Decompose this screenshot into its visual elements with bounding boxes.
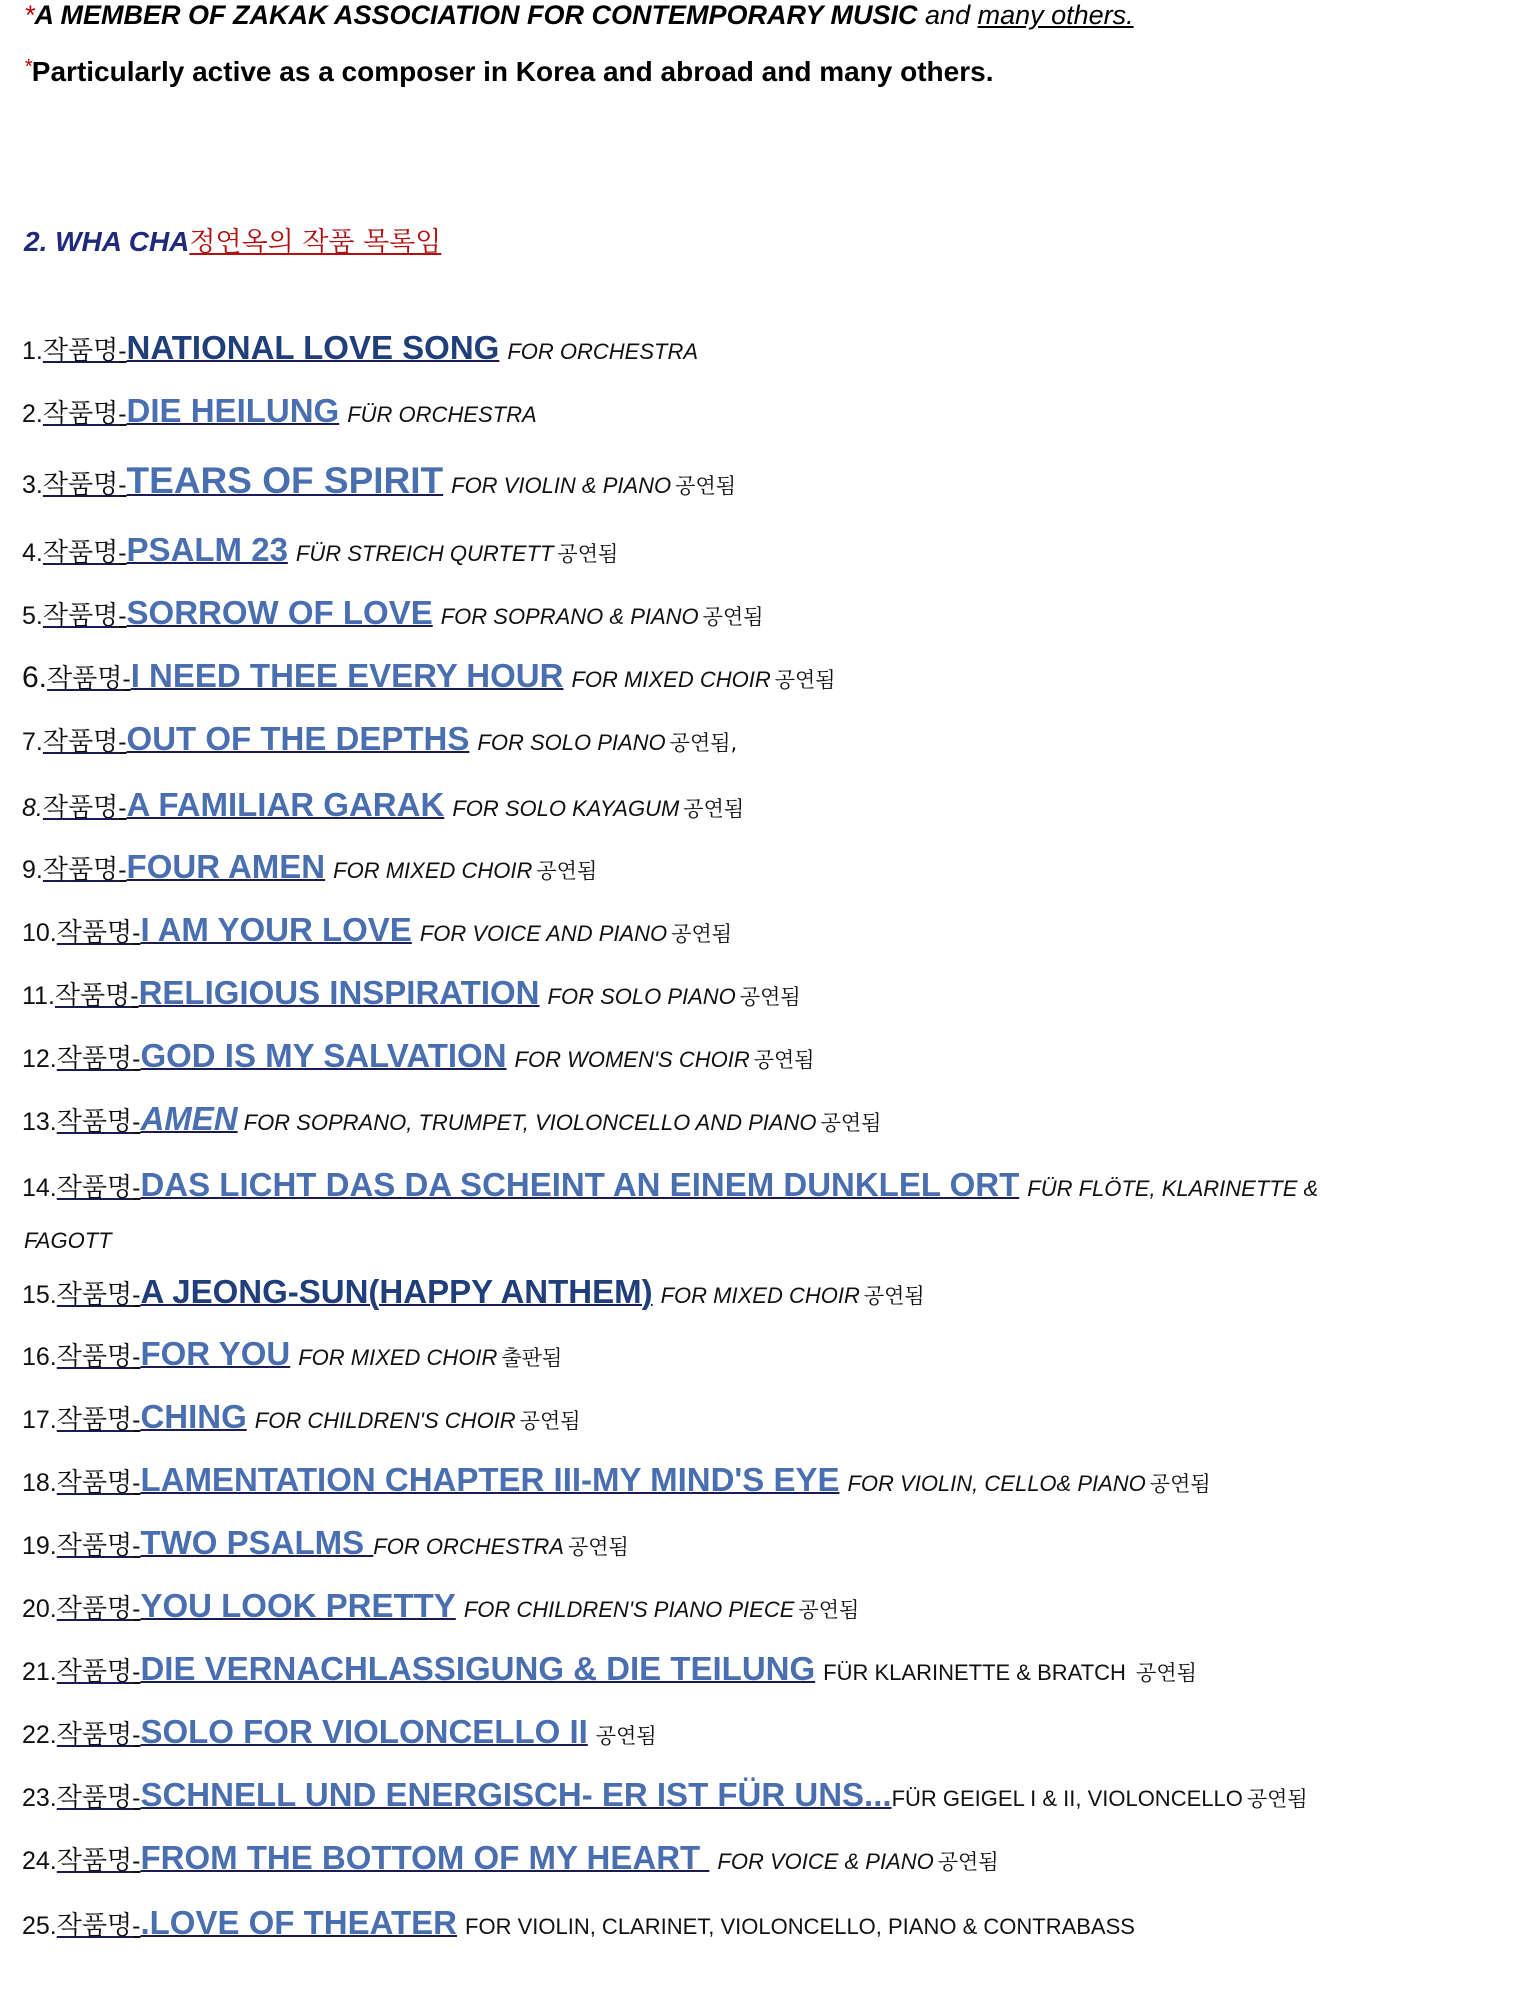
- work-item: 18.작품명-LAMENTATION CHAPTER III-MY MIND'S EYE FOR VIOLIN, CELLO& PIANO 공연됨: [22, 1461, 1211, 1498]
- work-number: 18.: [22, 1469, 57, 1497]
- work-status: 공연됨: [753, 1048, 815, 1072]
- work-number: 17.: [22, 1406, 57, 1434]
- section-heading-ko: 정연옥의 작품 목록임: [189, 227, 442, 258]
- work-number: 23.: [22, 1784, 57, 1812]
- work-status: 공연됨: [702, 605, 764, 629]
- work-item: 9.작품명-FOUR AMEN FOR MIXED CHOIR 공연됨: [22, 848, 598, 885]
- work-number: 24.: [22, 1847, 57, 1875]
- work-title[interactable]: FOUR AMEN: [126, 848, 326, 885]
- work-status: 공연됨: [683, 797, 745, 821]
- work-label: 작품명: [56, 1107, 133, 1137]
- work-number: 19.: [22, 1532, 57, 1560]
- work-status: 공연됨: [774, 668, 836, 692]
- work-status: 공연됨: [671, 922, 733, 946]
- work-item: 6.작품명-I NEED THEE EVERY HOUR FOR MIXED CHOIR 공연됨: [22, 657, 836, 694]
- work-item: 23.작품명-SCHNELL UND ENERGISCH- ER IST FÜR UNS...FÜR GEIGEL I & II, VIOLONCELLO 공연됨: [22, 1776, 1308, 1813]
- work-label: 작품명: [42, 855, 119, 885]
- work-title[interactable]: LAMENTATION CHAPTER III-MY MIND'S EYE: [140, 1461, 840, 1498]
- work-instrumentation: FOR SOLO PIANO: [547, 984, 736, 1009]
- work-label: 작품명: [47, 664, 123, 694]
- section-heading-en: 2. WHA CHA: [24, 226, 190, 257]
- work-item: 12.작품명-GOD IS MY SALVATION FOR WOMEN'S CHOIR 공연됨: [22, 1037, 815, 1074]
- work-item: 25.작품명-.LOVE OF THEATER FOR VIOLIN, CLARINET, VIOLONCELLO, PIANO & CONTRABASS: [22, 1904, 1135, 1941]
- work-label: 작품명: [54, 981, 131, 1011]
- work-instrumentation: FOR ORCHESTRA: [373, 1534, 564, 1559]
- work-number: 10.: [22, 919, 57, 947]
- work-instrumentation: FOR VOICE & PIANO: [717, 1849, 934, 1874]
- asterisk: *: [24, 56, 32, 78]
- work-item: 3.작품명-TEARS OF SPIRIT FOR VIOLIN & PIANO 공연됨: [22, 460, 737, 501]
- work-title[interactable]: A FAMILIAR GARAK: [126, 786, 445, 823]
- work-label: 작품명: [56, 1657, 133, 1687]
- work-title[interactable]: SOLO FOR VIOLONCELLO II: [140, 1713, 588, 1750]
- work-instrumentation: FOR VIOLIN & PIANO: [451, 473, 672, 498]
- work-item: 10.작품명-I AM YOUR LOVE FOR VOICE AND PIANO 공연됨: [22, 911, 733, 948]
- work-number: 1.: [22, 337, 43, 365]
- work-instrumentation: FÜR KLARINETTE & BRATCH: [823, 1660, 1133, 1685]
- work-label: 작품명: [42, 470, 119, 500]
- work-title[interactable]: OUT OF THE DEPTHS: [126, 720, 470, 757]
- work-instrumentation: FOR MIXED CHOIR: [660, 1283, 860, 1308]
- work-item: 15.작품명-A JEONG-SUN(HAPPY ANTHEM) FOR MIXED CHOIR 공연됨: [22, 1273, 925, 1310]
- work-instrumentation: FÜR ORCHESTRA: [347, 402, 537, 427]
- work-title[interactable]: DIE VERNACHLASSIGUNG & DIE TEILUNG: [140, 1650, 816, 1687]
- work-number: 22.: [22, 1721, 57, 1749]
- work-number: 2.: [22, 400, 43, 428]
- work-title[interactable]: .LOVE OF THEATER: [140, 1904, 458, 1941]
- work-title[interactable]: DIE HEILUNG: [126, 392, 340, 429]
- work-number: 14.: [22, 1174, 57, 1202]
- work-instrumentation: FOR MIXED CHOIR: [298, 1345, 498, 1370]
- work-instrumentation: FOR MIXED CHOIR: [571, 667, 771, 692]
- work-number: 4.: [22, 539, 43, 567]
- work-item: 20.작품명-YOU LOOK PRETTY FOR CHILDREN'S PIANO PIECE 공연됨: [22, 1587, 860, 1624]
- work-instrumentation: FOR CHILDREN'S PIANO PIECE: [463, 1597, 795, 1622]
- work-number: 13.: [22, 1108, 57, 1136]
- work-title[interactable]: TEARS OF SPIRIT: [126, 460, 444, 501]
- work-label: 작품명: [42, 727, 119, 757]
- work-instrumentation: FÜR GEIGEL I & II, VIOLONCELLO: [891, 1786, 1243, 1811]
- work-label: 작품명: [56, 1846, 133, 1876]
- association-text: A MEMBER OF ZAKAK ASSOCIATION FOR CONTEMPORARY MUSIC: [34, 0, 918, 30]
- work-item: 17.작품명-CHING FOR CHILDREN'S CHOIR 공연됨: [22, 1398, 581, 1435]
- work-number: 9.: [22, 856, 43, 884]
- work-status: 공연됨: [519, 1409, 581, 1433]
- work-status: 공연됨: [567, 1535, 629, 1559]
- work-title[interactable]: CHING: [140, 1398, 247, 1435]
- work-number: 12.: [22, 1045, 57, 1073]
- work-status: 공연됨: [675, 474, 737, 498]
- work-label: 작품명: [42, 601, 119, 631]
- work-label: 작품명: [56, 1468, 133, 1498]
- work-label: 작품명: [42, 399, 119, 429]
- work-label: 작품명: [56, 1720, 133, 1750]
- work-item: 2.작품명-DIE HEILUNG FÜR ORCHESTRA: [22, 392, 537, 429]
- and-text: and: [917, 0, 978, 30]
- work-title[interactable]: GOD IS MY SALVATION: [140, 1037, 507, 1074]
- work-item: 14.작품명-DAS LICHT DAS DA SCHEINT AN EINEM DUNKLEL ORT FÜR FLÖTE, KLARINETTE &: [22, 1166, 1319, 1203]
- work-instrumentation: FOR ORCHESTRA: [507, 339, 699, 364]
- work-instrumentation: FOR WOMEN'S CHOIR: [514, 1047, 750, 1072]
- work-item: 24.작품명-FROM THE BOTTOM OF MY HEART FOR VOICE & PIANO 공연됨: [22, 1839, 999, 1876]
- work-title[interactable]: NATIONAL LOVE SONG: [126, 329, 500, 366]
- work-instrumentation: FOR VOICE AND PIANO: [419, 921, 668, 946]
- work-instrumentation: FÜR STREICH QURTETT: [295, 541, 554, 566]
- work-instrumentation: FOR VIOLIN, CELLO& PIANO: [847, 1471, 1146, 1496]
- work-status: 공연됨: [1136, 1661, 1197, 1685]
- work-status: 공연됨: [1149, 1472, 1211, 1496]
- work-item: 8.작품명-A FAMILIAR GARAK FOR SOLO KAYAGUM 공연됨: [22, 786, 745, 823]
- work-status: 공연됨: [557, 542, 619, 566]
- work-number: 5.: [22, 602, 43, 630]
- work-instrumentation: FOR SOLO PIANO: [477, 730, 666, 755]
- work-instrumentation: FOR VIOLIN, CLARINET, VIOLONCELLO, PIANO & CONTRABASS: [465, 1914, 1135, 1939]
- work-label: 작품명: [42, 336, 119, 366]
- work-number: 15.: [22, 1281, 57, 1309]
- asterisk: *: [24, 0, 35, 30]
- work-item: 19.작품명-TWO PSALMS FOR ORCHESTRA 공연됨: [22, 1524, 629, 1561]
- intro-line-1: [24, 0, 1134, 31]
- work-number: 11.: [22, 982, 55, 1010]
- work-title[interactable]: FOR YOU: [140, 1335, 291, 1372]
- work-item: 13.작품명-AMEN FOR SOPRANO, TRUMPET, VIOLONCELLO AND PIANO 공연됨: [22, 1100, 882, 1137]
- work-title[interactable]: YOU LOOK PRETTY: [140, 1587, 456, 1624]
- work-status: 공연됨: [536, 859, 598, 883]
- work-label: 작품명: [56, 1594, 133, 1624]
- work-instrumentation: FÜR FLÖTE, KLARINETTE &: [1027, 1176, 1319, 1201]
- work-label: 작품명: [56, 1342, 133, 1372]
- work-title[interactable]: FROM THE BOTTOM OF MY HEART: [140, 1839, 710, 1876]
- work-title[interactable]: TWO PSALMS: [140, 1524, 374, 1561]
- work-instrumentation: FOR SOPRANO & PIANO: [440, 604, 699, 629]
- work-label: 작품명: [56, 1280, 133, 1310]
- work-label: 작품명: [56, 1911, 133, 1941]
- work-item: 11.작품명-RELIGIOUS INSPIRATION FOR SOLO PIANO 공연됨: [22, 974, 801, 1011]
- work-label: 작품명: [42, 538, 119, 568]
- work-label: 작품명: [56, 1173, 133, 1203]
- work-status: 공연됨,: [669, 731, 738, 755]
- work-label: 작품명: [42, 793, 119, 823]
- work-status: 공연됨: [1246, 1787, 1308, 1811]
- work-instrumentation: FOR CHILDREN'S CHOIR: [254, 1408, 516, 1433]
- work-status: 공연됨: [820, 1111, 882, 1135]
- work-number: 21.: [22, 1658, 57, 1686]
- work-item: 22.작품명-SOLO FOR VIOLONCELLO II 공연됨: [22, 1713, 657, 1750]
- work-number: 8.: [22, 794, 43, 822]
- work-instrumentation: FOR SOLO KAYAGUM: [452, 796, 680, 821]
- work-label: 작품명: [56, 1044, 133, 1074]
- work-title[interactable]: DAS LICHT DAS DA SCHEINT AN EINEM DUNKLEL ORT: [140, 1166, 1020, 1203]
- work-number: 7.: [22, 728, 43, 756]
- work-title[interactable]: RELIGIOUS INSPIRATION: [138, 974, 540, 1011]
- work-number: 16.: [22, 1343, 57, 1371]
- work-item: 5.작품명-SORROW OF LOVE FOR SOPRANO & PIANO 공연됨: [22, 594, 764, 631]
- work-item: 16.작품명-FOR YOU FOR MIXED CHOIR 출판됨: [22, 1335, 563, 1372]
- work-label: 작품명: [56, 1783, 133, 1813]
- work-item: 7.작품명-OUT OF THE DEPTHS FOR SOLO PIANO 공연됨,: [22, 720, 738, 757]
- work-instrumentation: FOR MIXED CHOIR: [333, 858, 533, 883]
- many-others-text: many others.: [977, 0, 1134, 30]
- work-status: 공연됨: [937, 1850, 999, 1874]
- work-title[interactable]: SORROW OF LOVE: [126, 594, 433, 631]
- work-label: 작품명: [56, 1531, 133, 1561]
- work-title[interactable]: SCHNELL UND ENERGISCH- ER IST FÜR UNS...: [140, 1776, 892, 1813]
- work-status: 공연됨: [595, 1724, 657, 1748]
- work-number: 20.: [22, 1595, 57, 1623]
- work-label: 작품명: [56, 918, 133, 948]
- section-heading: [24, 220, 441, 259]
- work-item: 1.작품명-NATIONAL LOVE SONG FOR ORCHESTRA: [22, 329, 699, 366]
- work-instrumentation: FOR SOPRANO, TRUMPET, VIOLONCELLO AND PIANO: [243, 1110, 817, 1135]
- work-title[interactable]: A JEONG-SUN(HAPPY ANTHEM): [140, 1273, 653, 1310]
- work-title[interactable]: AMEN: [140, 1100, 238, 1137]
- work-item: 21.작품명-DIE VERNACHLASSIGUNG & DIE TEILUNG FÜR KLARINETTE & BRATCH 공연됨: [22, 1650, 1197, 1687]
- work-number: 25.: [22, 1912, 57, 1940]
- work-status: 공연됨: [798, 1598, 860, 1622]
- work-number: 3.: [22, 471, 43, 499]
- work-item: 4.작품명-PSALM 23 FÜR STREICH QURTETT 공연됨: [22, 531, 619, 568]
- work-status: 출판됨: [501, 1346, 563, 1370]
- intro-line-2: [24, 56, 993, 88]
- work-title[interactable]: I AM YOUR LOVE: [140, 911, 412, 948]
- work-label: 작품명: [56, 1405, 133, 1435]
- work-status: 공연됨: [739, 985, 801, 1009]
- work-instrumentation-continued: FAGOTT: [24, 1228, 112, 1253]
- work-number: 6.: [22, 661, 48, 694]
- composer-activity-text: Particularly active as a composer in Korea and abroad and many others.: [31, 56, 994, 87]
- work-title[interactable]: PSALM 23: [126, 531, 288, 568]
- work-title[interactable]: I NEED THEE EVERY HOUR: [130, 657, 564, 694]
- work-status: 공연됨: [863, 1284, 925, 1308]
